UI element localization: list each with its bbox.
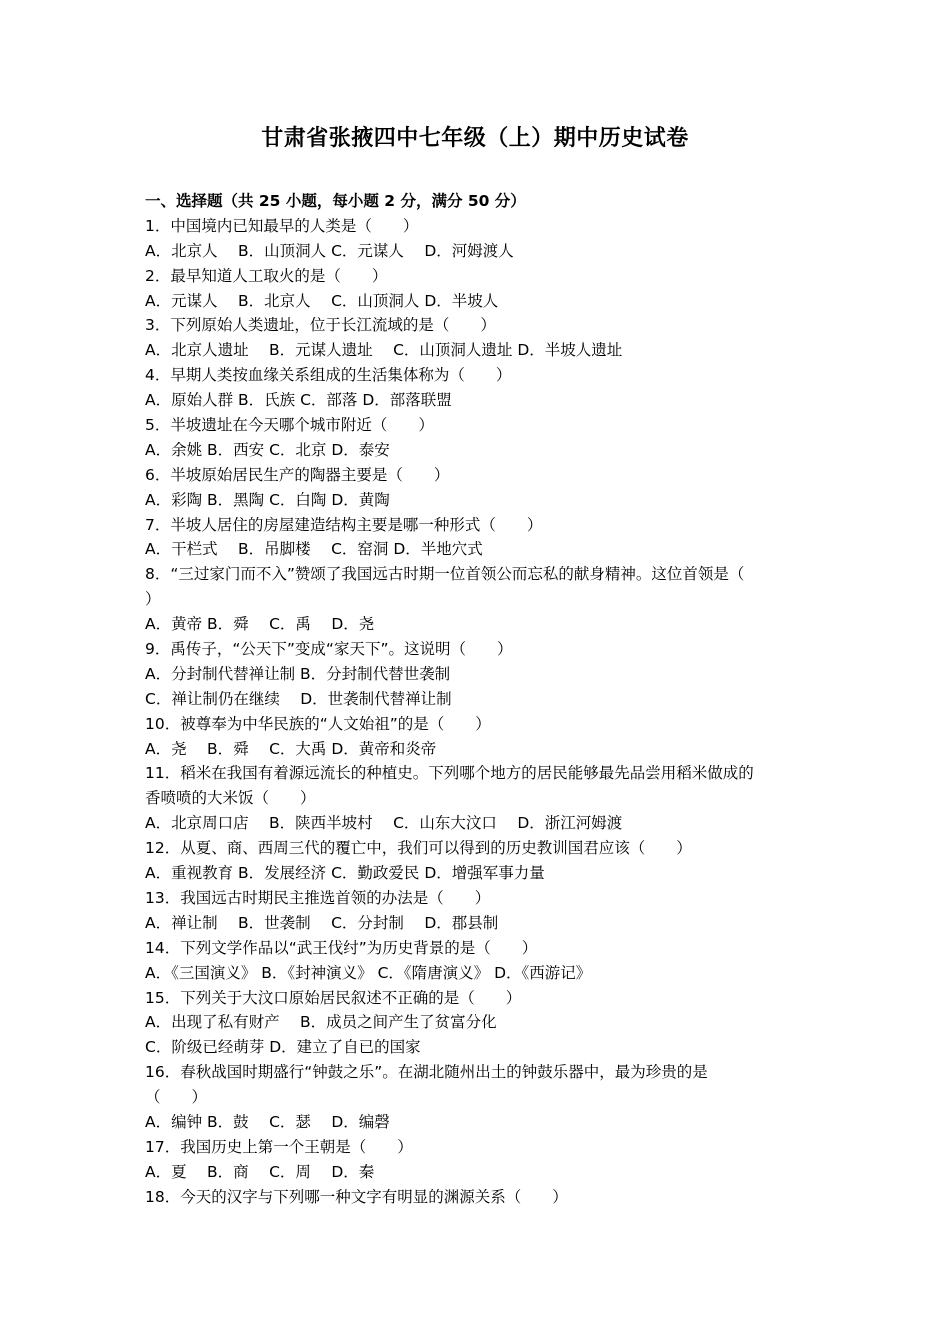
text-line: A．夏 B．商 C．周 D．秦 — [145, 1162, 375, 1181]
text-line: C．禅让制仍在继续 D．世袭制代替禅让制 — [145, 689, 452, 708]
text-line: 香喷喷的大米饭（ ） — [145, 789, 316, 808]
text-line: 10．被尊奉为中华民族的“人文始祖”的是（ ） — [145, 714, 491, 733]
text-line: 13．我国远古时期民主推选首领的办法是（ ） — [145, 888, 491, 907]
text-line: A．分封制代替禅让制 B．分封制代替世袭制 — [145, 664, 451, 683]
text-line: A．黄帝 B．舜 C．禹 D．尧 — [145, 615, 375, 634]
text-line: 5．半坡遗址在今天哪个城市附近（ ） — [145, 416, 434, 435]
text-line: A．北京周口店 B．陕西半坡村 C．山东大汶口 D．浙江河姆渡 — [145, 814, 623, 833]
text-line: A．原始人群 B．氏族 C．部落 D．部落联盟 — [145, 391, 452, 410]
text-line: 7．半坡人居住的房屋建造结构主要是哪一种形式（ ） — [145, 515, 543, 534]
text-line: 4．早期人类按血缘关系组成的生活集体称为（ ） — [145, 366, 512, 385]
text-line: A．重视教育 B．发展经济 C．勤政爱民 D．增强军事力量 — [145, 864, 545, 883]
text-line: A．北京人 B．山顶洞人 C．元谋人 D．河姆渡人 — [145, 241, 514, 260]
section-heading: 一、选择题（共 25 小题，每小题 2 分，满分 50 分） — [145, 192, 526, 210]
text-line: 2．最早知道人工取火的是（ ） — [145, 266, 388, 285]
text-line: 17．我国历史上第一个王朝是（ ） — [145, 1137, 413, 1156]
text-line: A．彩陶 B．黑陶 C．白陶 D．黄陶 — [145, 490, 390, 509]
text-line: 3．下列原始人类遗址，位于长江流域的是（ ） — [145, 316, 496, 335]
text-line: （ ） — [145, 1088, 208, 1107]
text-line: 14．下列文学作品以“武王伐纣”为历史背景的是（ ） — [145, 938, 538, 957]
text-line: 12．从夏、商、西周三代的覆亡中，我们可以得到的历史教训国君应该（ ） — [145, 839, 692, 858]
text-line: A．元谋人 B．北京人 C．山顶洞人 D．半坡人 — [145, 291, 499, 310]
text-line: C．阶级已经萌芽 D．建立了自已的国家 — [145, 1038, 421, 1057]
text-line: A．编钟 B．鼓 C．瑟 D．编磬 — [145, 1112, 390, 1131]
text-line: A．《三国演义》 B．《封神演义》 C．《隋唐演义》 D．《西游记》 — [145, 963, 592, 982]
text-line: 11．稻米在我国有着源远流长的种植史。下列哪个地方的居民能够最先品尝用稻米做成的 — [145, 764, 754, 783]
text-line: A．出现了私有财产 B．成员之间产生了贫富分化 — [145, 1013, 497, 1032]
text-line: 18．今天的汉字与下列哪一种文字有明显的渊源关系（ ） — [145, 1187, 568, 1206]
question-list — [145, 189, 810, 1210]
text-line: 6．半坡原始居民生产的陶器主要是（ ） — [145, 465, 450, 484]
text-line: A．北京人遗址 B．元谋人遗址 C．山顶洞人遗址 D．半坡人遗址 — [145, 341, 623, 360]
text-line: ） — [145, 590, 161, 609]
text-line: A．干栏式 B．吊脚楼 C．窑洞 D．半地穴式 — [145, 540, 483, 559]
text-line: A．余姚 B．西安 C．北京 D．泰安 — [145, 440, 390, 459]
text-line: 8．“三过家门而不入”赞颂了我国远古时期一位首领公而忘私的献身精神。这位首领是（ — [145, 565, 745, 584]
text-line: A．尧 B．舜 C．大禹 D．黄帝和炎帝 — [145, 739, 437, 758]
text-line: A．禅让制 B．世袭制 C．分封制 D．郡县制 — [145, 913, 499, 932]
text-line: 1．中国境内已知最早的人类是（ ） — [145, 216, 419, 235]
text-line: 16．春秋战国时期盛行“钟鼓之乐”。在湖北随州出土的钟鼓乐器中，最为珍贵的是 — [145, 1063, 708, 1082]
text-line: 15．下列关于大汶口原始居民叙述不正确的是（ ） — [145, 988, 522, 1007]
page-title: 甘肃省张掖四中七年级（上）期中历史试卷 — [261, 126, 689, 151]
text-line: 9．禹传子，“公天下”变成“家天下”。这说明（ ） — [145, 640, 513, 659]
